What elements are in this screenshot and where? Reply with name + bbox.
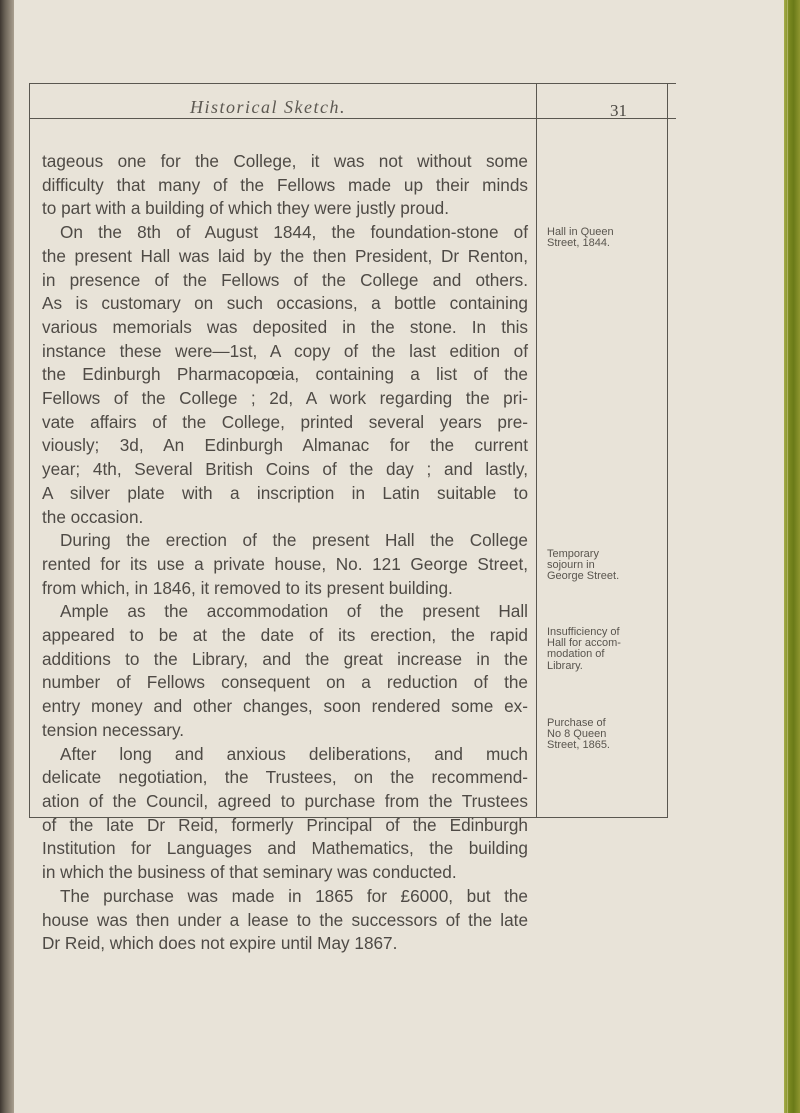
- margin-divider-rule: [536, 83, 537, 818]
- body-line: Institution for Languages and Mathematics, the building: [42, 838, 528, 859]
- book-spine-edge: [784, 0, 800, 1113]
- body-line: rented for its use a private house, No. 121 George Street,: [42, 553, 528, 574]
- facing-page-edge: [0, 0, 14, 1113]
- side-note-temporary-sojourn: [547, 549, 665, 583]
- body-line: Fellows of the College ; 2d, A work regarding the pri-: [42, 388, 528, 409]
- body-line: from which, in 1846, it removed to its present building.: [42, 577, 453, 598]
- side-note-line: George Street.: [547, 570, 620, 583]
- side-note-line: Hall in Queen: [547, 226, 614, 238]
- side-note-line: Hall for accom-: [547, 637, 621, 650]
- body-line: house was then under a lease to the successors of the late: [42, 909, 528, 930]
- page-number: 31: [610, 101, 627, 120]
- body-line: various memorials was deposited in the stone. In this: [42, 316, 528, 337]
- body-line: entry money and other changes, soon rendered some ex-: [42, 696, 528, 717]
- body-line: the Edinburgh Pharmacopœia, containing a list of the: [42, 364, 528, 385]
- header-rule: [30, 118, 676, 119]
- body-line: tension necessary.: [42, 719, 185, 740]
- left-rule: [29, 83, 30, 818]
- body-line: the present Hall was laid by the then President, Dr Renton,: [42, 245, 528, 266]
- running-head: Historical Sketch.: [190, 97, 346, 117]
- body-line: On the 8th of August 1844, the foundation-stone of: [60, 222, 528, 243]
- body-line: Dr Reid, which does not expire until May 1867.: [42, 933, 398, 954]
- body-line: delicate negotiation, the Trustees, on the recommend-: [42, 767, 528, 788]
- body-line: additions to the Library, and the great increase in the: [42, 648, 528, 669]
- side-note-line: Library.: [547, 659, 583, 672]
- side-note-purchase: [547, 718, 665, 752]
- body-line: A silver plate with a inscription in Latin suitable to: [42, 482, 528, 503]
- body-line: number of Fellows consequent on a reduction of the: [42, 672, 528, 693]
- side-note-line: Street, 1844.: [547, 237, 610, 250]
- body-text: [42, 150, 528, 956]
- body-line: Ample as the accommodation of the present Hall: [60, 601, 528, 622]
- body-line: appeared to be at the date of its erection, the rapid: [42, 625, 528, 646]
- side-note-line: Insufficiency of: [547, 626, 620, 638]
- body-line: the occasion.: [42, 506, 144, 527]
- body-line: of the late Dr Reid, formerly Principal of the Edinburgh: [42, 814, 528, 835]
- side-note-line: sojourn in: [547, 559, 595, 572]
- body-line: After long and anxious deliberations, and much: [60, 743, 528, 764]
- body-line: in which the business of that seminary was conducted.: [42, 862, 457, 883]
- body-line: The purchase was made in 1865 for £6000, but the: [60, 885, 528, 906]
- body-line: As is customary on such occasions, a bottle containing: [42, 293, 528, 314]
- top-rule: [30, 83, 676, 84]
- side-note-line: modation of: [547, 648, 605, 661]
- right-rule: [667, 83, 668, 818]
- body-line: year; 4th, Several British Coins of the day ; and lastly,: [42, 459, 528, 480]
- side-note-line: No 8 Queen: [547, 728, 607, 741]
- body-line: in presence of the Fellows of the College and others.: [42, 269, 528, 290]
- body-line: tageous one for the College, it was not without some: [42, 151, 528, 171]
- body-line: ation of the Council, agreed to purchase from the Trustees: [42, 790, 528, 811]
- side-note-insufficiency: [547, 627, 665, 672]
- side-note-line: Purchase of: [547, 717, 606, 729]
- side-note-line: Street, 1865.: [547, 739, 610, 752]
- side-note-line: Temporary: [547, 548, 599, 560]
- body-line: During the erection of the present Hall the College: [60, 530, 528, 551]
- body-line: instance these were—1st, A copy of the last edition of: [42, 340, 528, 361]
- body-line: difficulty that many of the Fellows made up their minds: [42, 174, 528, 195]
- side-note-hall-queen-street: [547, 227, 665, 249]
- body-line: to part with a building of which they were justly proud.: [42, 198, 449, 219]
- body-line: vate affairs of the College, printed several years pre-: [42, 411, 528, 432]
- body-line: viously; 3d, An Edinburgh Almanac for the current: [42, 435, 528, 456]
